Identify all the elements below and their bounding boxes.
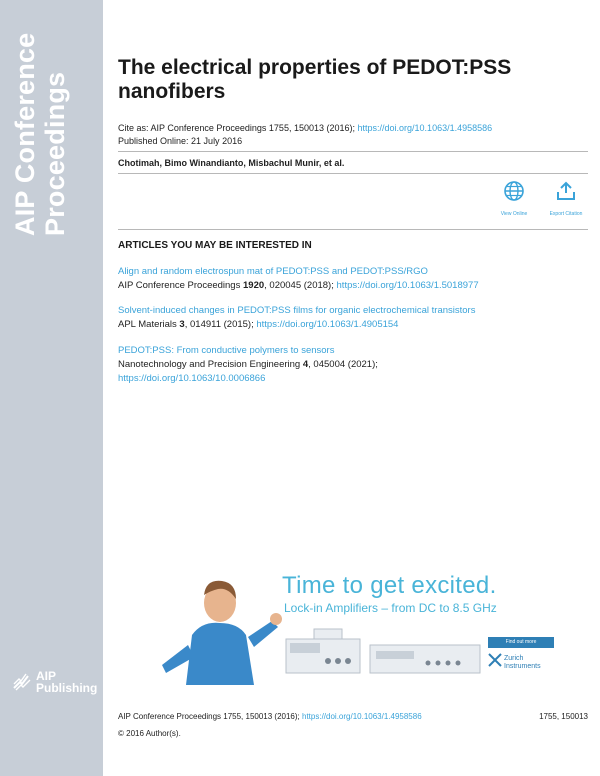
related-article-title-link[interactable]: PEDOT:PSS: From conductive polymers to sensors	[118, 345, 335, 356]
footer-citation-text: AIP Conference Proceedings 1755, 150013 (2016);	[118, 712, 300, 721]
journal-title-line1: AIP Conference	[10, 32, 40, 236]
published-date: Published Online: 21 July 2016	[118, 136, 243, 146]
citation-line	[118, 122, 492, 135]
related-article-title-link[interactable]: Solvent-induced changes in PEDOT:PSS films for organic electrochemical transistors	[118, 305, 476, 316]
divider	[118, 151, 588, 152]
reference-details: , 014911 (2015);	[184, 319, 254, 330]
footer-doi-link[interactable]: https://doi.org/10.1063/1.4958586	[302, 712, 422, 721]
related-article	[118, 265, 548, 293]
related-article-reference	[118, 358, 463, 386]
article-title: The electrical properties of PEDOT:PSS nanofibers	[118, 56, 512, 103]
journal-name: Nanotechnology and Precision Engineering	[118, 359, 301, 370]
view-online-button[interactable]	[494, 180, 534, 217]
footer-page-number: 1755, 150013	[539, 712, 588, 721]
zurich-instruments-logo	[488, 653, 541, 672]
divider	[118, 229, 588, 230]
aip-publishing-logo[interactable]	[12, 668, 100, 698]
brand-name-line1: Zurich	[504, 655, 524, 662]
globe-icon	[503, 180, 525, 202]
divider	[118, 173, 588, 174]
volume: 3	[179, 319, 185, 330]
footer-copyright: © 2016 Author(s).	[118, 729, 181, 738]
related-article-title-link[interactable]: Align and random electrospun mat of PEDOT:PSS and PEDOT:PSS/RGO	[118, 266, 428, 277]
related-article-doi-link[interactable]: https://doi.org/10.1063/1.5018977	[336, 280, 479, 291]
ad-person-image	[122, 565, 282, 689]
view-online-label: View Online	[500, 211, 528, 217]
journal-name: APL Materials	[118, 319, 177, 330]
aip-logo-icon	[12, 672, 32, 692]
related-articles-heading: ARTICLES YOU MAY BE INTERESTED IN	[118, 240, 312, 251]
export-citation-button[interactable]	[546, 180, 586, 217]
related-article-doi-link[interactable]: https://doi.org/10.1063/10.0006866	[118, 373, 266, 384]
citation-text: Cite as: AIP Conference Proceedings 1755, 150013 (2016);	[118, 123, 355, 133]
export-citation-label: Export Citation	[549, 211, 583, 217]
ad-subline: Lock-in Amplifiers – from DC to 8.5 GHz	[284, 601, 497, 615]
ad-headline: Time to get excited.	[282, 572, 497, 599]
journal-name: AIP Conference Proceedings	[118, 280, 241, 291]
reference-details: , 020045 (2018);	[264, 280, 334, 291]
export-icon	[555, 180, 577, 202]
find-out-more-button[interactable]: Find out more	[488, 637, 554, 648]
citation-doi-link[interactable]: https://doi.org/10.1063/1.4958586	[357, 123, 493, 133]
authors: Chotimah, Bimo Winandianto, Misbachul Munir, et al.	[118, 158, 345, 168]
related-article-doi-link[interactable]: https://doi.org/10.1063/1.4905154	[256, 319, 399, 330]
journal-title	[10, 32, 70, 236]
advertisement-banner[interactable]	[122, 565, 560, 689]
related-article-reference	[118, 279, 548, 293]
logo-text-aip: AIP	[36, 669, 57, 683]
sidebar	[0, 0, 103, 776]
journal-title-line2: Proceedings	[40, 71, 70, 236]
related-article	[118, 304, 548, 332]
volume: 4	[302, 359, 309, 370]
brand-mark-icon	[488, 653, 502, 667]
reference-details: , 045004 (2021);	[308, 359, 378, 370]
volume: 1920	[243, 280, 265, 291]
brand-name-line2: Instruments	[504, 663, 541, 670]
logo-text-publishing: Publishing	[36, 681, 98, 695]
related-article-reference	[118, 318, 548, 332]
ad-instrument-image	[284, 625, 484, 677]
footer-citation	[118, 712, 422, 721]
related-article	[118, 344, 463, 386]
